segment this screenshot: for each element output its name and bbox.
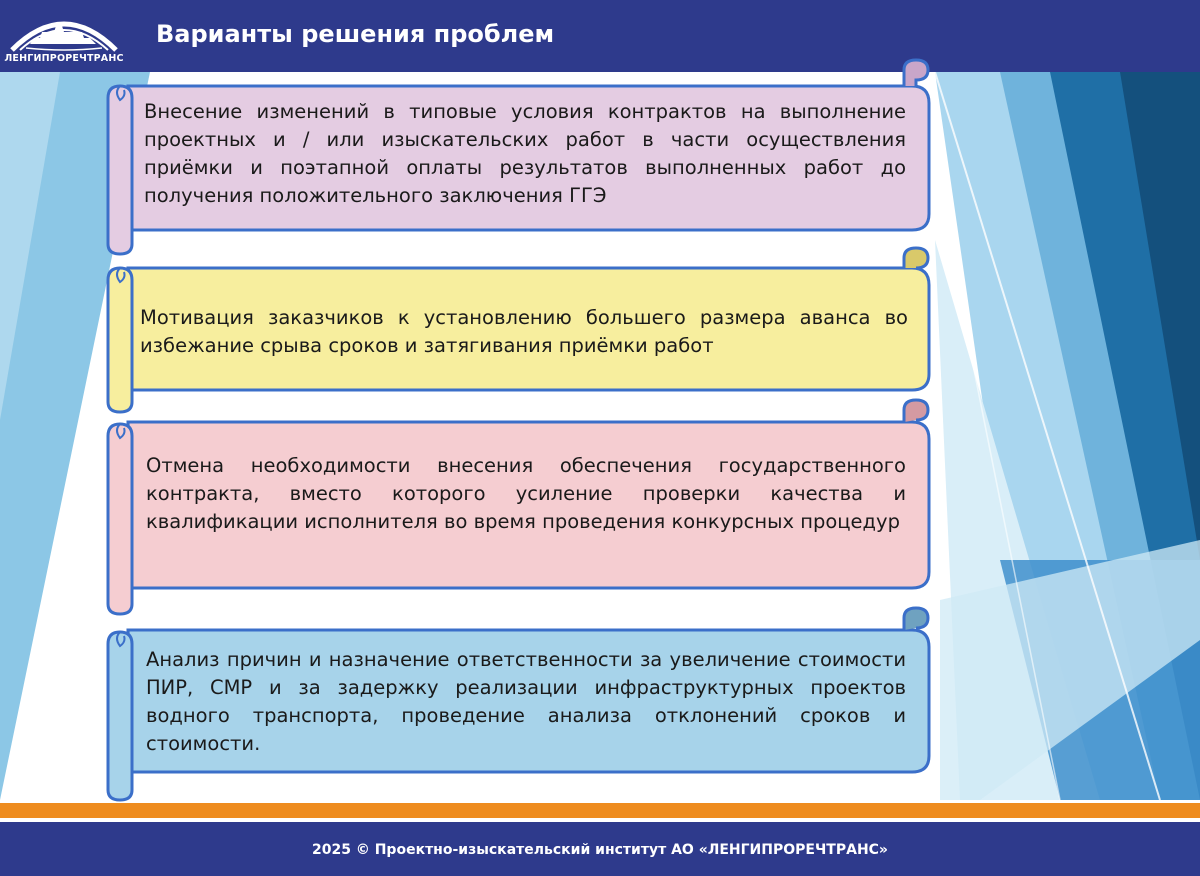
page-title: Варианты решения проблем bbox=[156, 20, 555, 48]
scroll-card-3 bbox=[104, 396, 934, 618]
footer-copyright: 2025 © Проектно-изыскательский институт АО «ЛЕНГИПРОРЕЧТРАНС» bbox=[312, 842, 888, 858]
footer-bar bbox=[0, 822, 1200, 876]
card-text-4: Анализ причин и назначение ответственности за увеличение стоимости ПИР, СМР и за задержку реализации инфраструктурных проектов водного транспорта, проведение анализа отклонений сроков и стоимости. bbox=[146, 648, 906, 755]
scroll-card-4 bbox=[104, 604, 934, 804]
card-text-1: Внесение изменений в типовые условия контрактов на выполнение проектных и / или изыскательских работ в части осуществления приёмки и поэтапной оплаты результатов выполненных работ до получения положительного заключения ГГЭ bbox=[144, 100, 906, 207]
accent-stripe bbox=[0, 803, 1200, 818]
scroll-card-2 bbox=[104, 246, 934, 416]
card-text-2: Мотивация заказчиков к установлению большего размера аванса во избежание срыва сроков и затягивания приёмки работ bbox=[140, 306, 908, 357]
scroll-card-1 bbox=[104, 56, 934, 256]
ship-arch-icon bbox=[4, 4, 124, 52]
card-text-3: Отмена необходимости внесения обеспечения государственного контракта, вместо которого усиление проверки качества и квалификации исполнителя во время проведения конкурсных процедур bbox=[146, 454, 906, 533]
logo-text: ЛЕНГИПРОРЕЧТРАНС bbox=[4, 53, 124, 64]
